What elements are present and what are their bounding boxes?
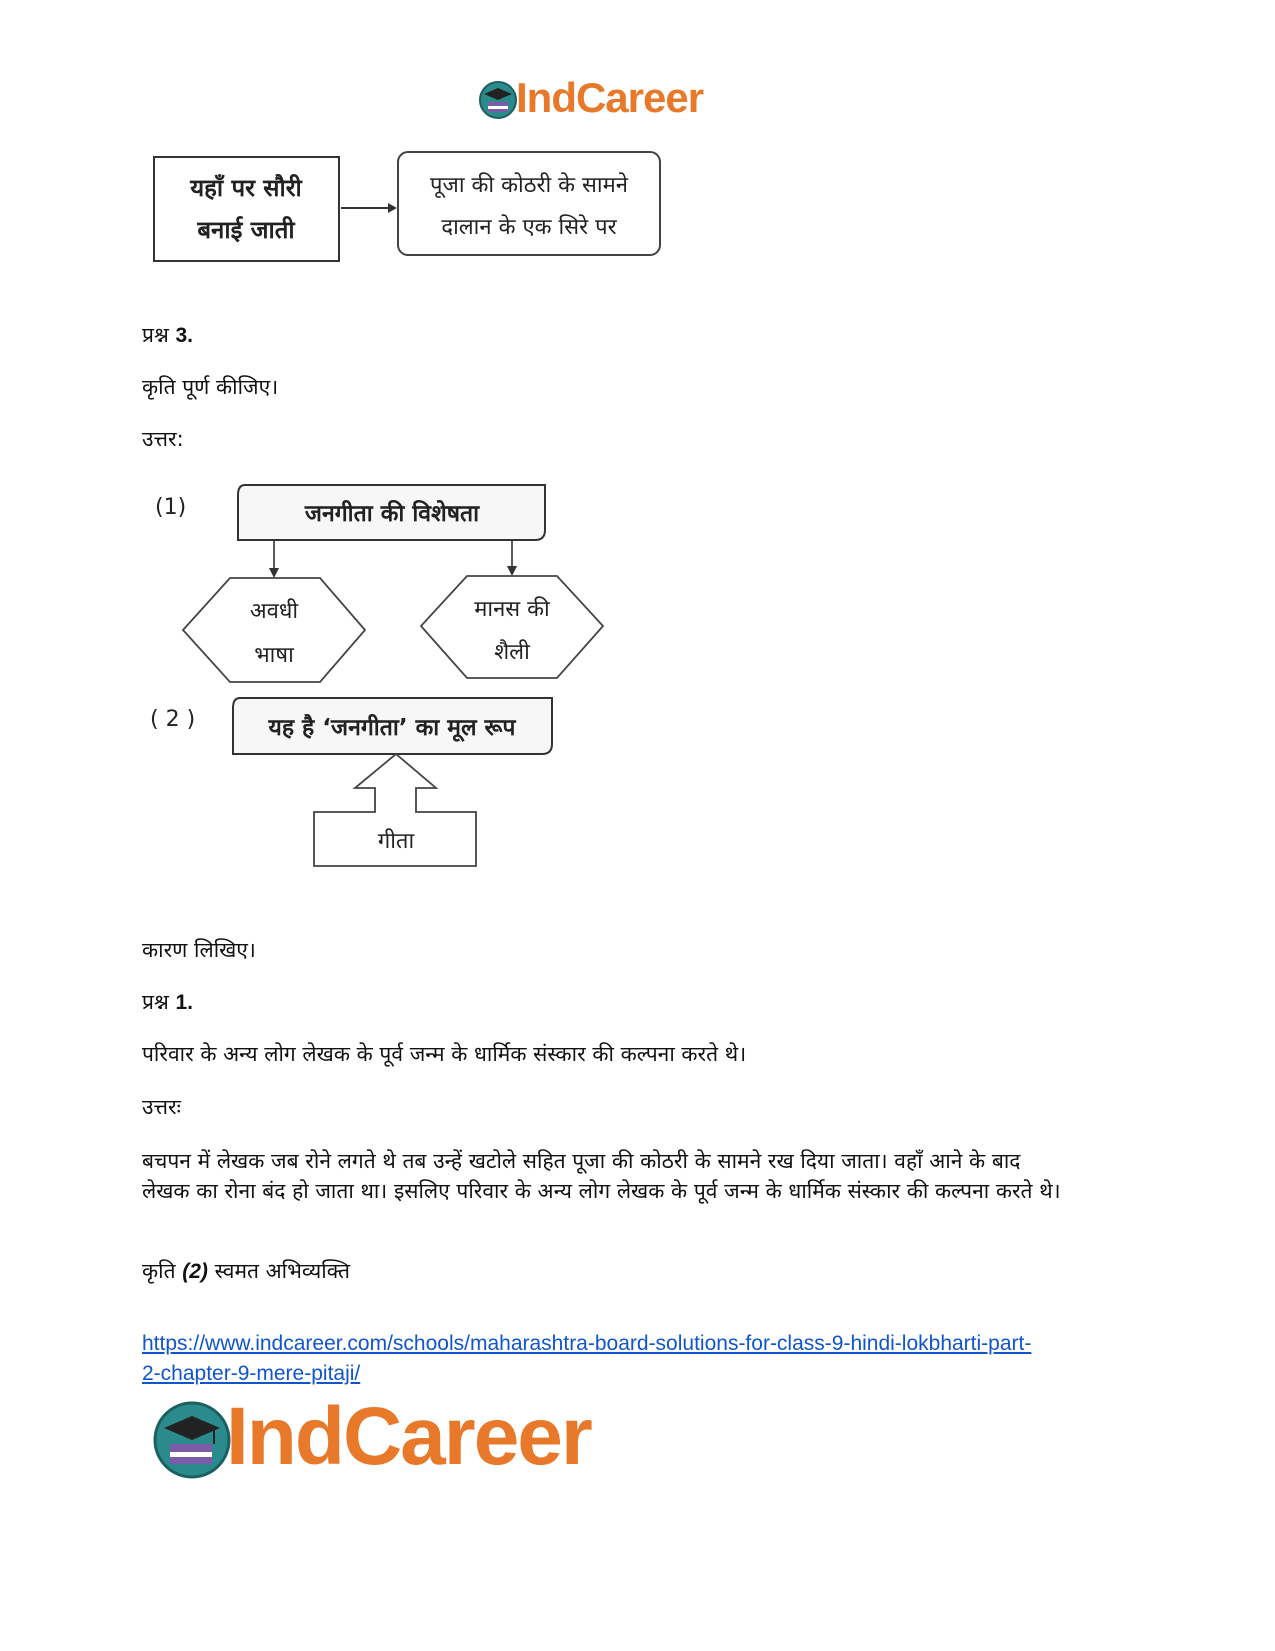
hex-awadhi-line2: भाषा xyxy=(254,643,294,668)
reason-question-text: परिवार के अन्य लोग लेखक के पूर्व जन्म के धार्मिक संस्कार की कल्पना करते थे। xyxy=(142,1042,747,1066)
hex-manas-line2: शैली xyxy=(494,640,530,665)
title-2-text: यह है ‘जनगीता’ का मूल रूप xyxy=(268,715,516,741)
question-3-answer-label: उत्तर: xyxy=(142,427,184,451)
kriti-2-heading xyxy=(142,1256,350,1287)
question-word: प्रश्न xyxy=(142,990,169,1014)
location-box-line2: दालान के एक सिरे पर xyxy=(441,215,617,240)
branch-left-arrowhead xyxy=(269,568,279,578)
branch-right-arrowhead xyxy=(507,566,517,576)
footer-logo-text: IndCareer xyxy=(226,1391,591,1482)
kriti-word: कृति xyxy=(142,1259,176,1283)
source-link-block xyxy=(142,1329,1102,1389)
sauri-box-line2: बनाई जाती xyxy=(197,216,295,244)
hex-manas-line1: मानस की xyxy=(474,597,550,622)
reason-answer-text: बचपन में लेखक जब रोने लगते थे तब उन्हें खटोले सहित पूजा की कोठरी के सामने रख दिया जाता। वहाँ आने के बाद लेखक का रोना बंद हो जाता था। इसलिए परिवार के अन्य लोग लेखक के पूर्व जन्म के धार्मिक संस्कार की कल्पना करते थे। xyxy=(142,1149,1061,1203)
item-1-label: (1) xyxy=(155,495,187,520)
title-1-text: जनगीता की विशेषता xyxy=(304,501,480,527)
sauri-box-line1: यहाँ पर सौरी xyxy=(190,174,302,202)
source-link-line2: 2-chapter-9-mere-pitaji/ xyxy=(142,1362,361,1385)
location-box-line1: पूजा की कोठरी के सामने xyxy=(430,173,628,198)
question-word: प्रश्न xyxy=(142,323,169,347)
gita-text: गीता xyxy=(377,829,415,854)
question-3-instruction: कृति पूर्ण कीजिए। xyxy=(142,375,279,399)
reason-answer-label: उत्तरः xyxy=(142,1095,181,1119)
hex-awadhi-line1: अवधी xyxy=(249,599,299,624)
question-number: 3. xyxy=(175,324,193,347)
kriti-number: (2) xyxy=(182,1260,208,1283)
reason-heading: कारण लिखिए। xyxy=(142,938,256,962)
footer-logo-globe-icon xyxy=(152,1400,232,1480)
kriti-title: स्वमत अभिव्यक्ति xyxy=(214,1259,350,1283)
source-link-line1: https://www.indcareer.com/schools/maharashtra-board-solutions-for-class-9-hindi-lokbharti-part- xyxy=(142,1332,1032,1355)
reason-question-label xyxy=(142,987,193,1018)
item-2-label: ( 2 ) xyxy=(150,707,196,732)
footer-logo xyxy=(152,1391,672,1482)
question-number: 1. xyxy=(175,991,193,1014)
source-link[interactable] xyxy=(142,1332,1031,1385)
logo-text: IndCareer xyxy=(516,74,704,121)
